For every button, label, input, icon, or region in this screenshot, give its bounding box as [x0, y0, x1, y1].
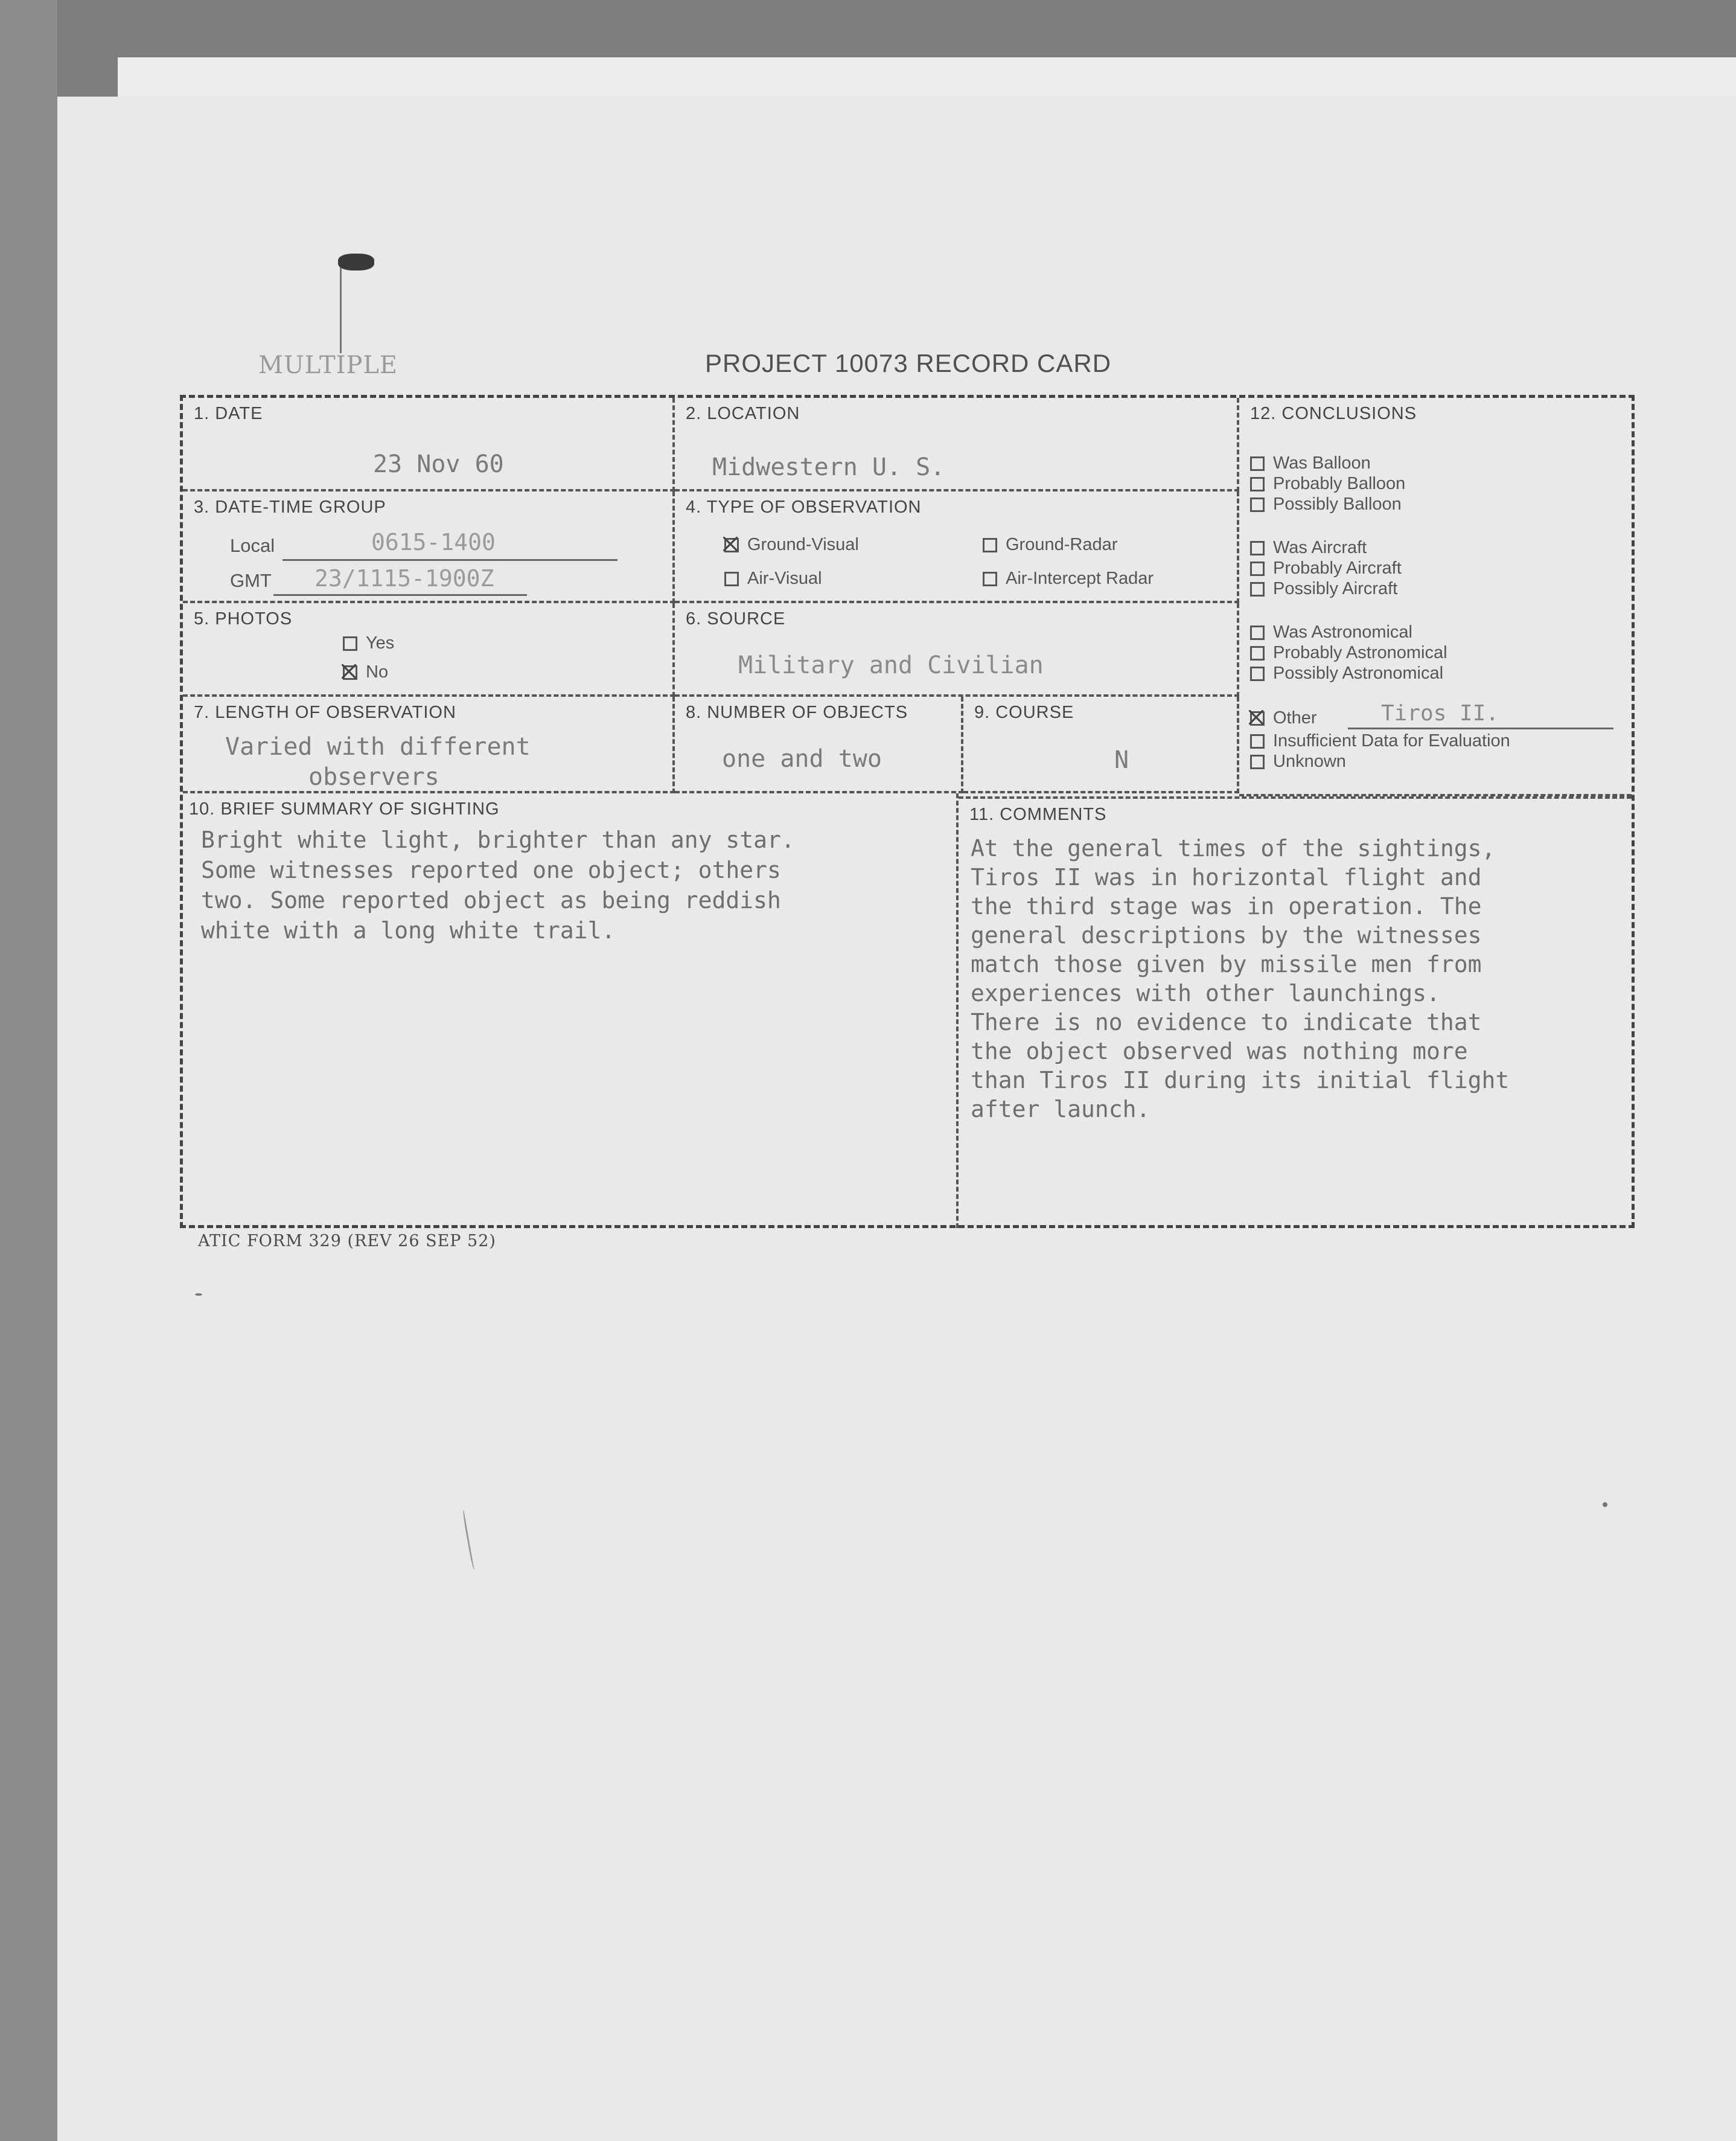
conclusion-probably-astronomical[interactable]: [1250, 643, 1447, 663]
course-cell: [963, 697, 1239, 793]
checkbox-icon: [1250, 626, 1265, 640]
local-value: 0615-1400: [371, 529, 496, 555]
option-label: Insufficient Data for Evaluation: [1273, 731, 1510, 750]
checkbox-icon: [983, 572, 997, 586]
date-time-cell: [183, 491, 675, 603]
checkbox-icon: [1250, 541, 1265, 555]
photos-option-no[interactable]: [343, 662, 388, 682]
local-underline: [282, 559, 617, 561]
comments-cell: [959, 796, 1632, 1228]
location-label: 2. LOCATION: [686, 404, 800, 423]
observation-type-label: 4. TYPE OF OBSERVATION: [686, 498, 922, 517]
checkbox-icon: [1250, 562, 1265, 576]
date-value: 23 Nov 60: [373, 450, 504, 478]
conclusions-label: 12. CONCLUSIONS: [1250, 404, 1417, 423]
length-cell: [183, 697, 675, 793]
conclusion-possibly-balloon[interactable]: [1250, 494, 1402, 514]
option-label: Possibly Aircraft: [1273, 579, 1398, 598]
conclusion-was-aircraft[interactable]: [1250, 538, 1367, 558]
conclusion-possibly-aircraft[interactable]: [1250, 579, 1397, 599]
conclusion-other[interactable]: [1250, 708, 1317, 728]
conclusion-unknown[interactable]: [1250, 752, 1346, 772]
length-value-line1: Varied with different: [225, 733, 531, 761]
conclusions-cell: [1239, 398, 1632, 796]
objects-value: one and two: [722, 745, 882, 773]
local-label: Local: [230, 535, 275, 556]
date-cell: [183, 398, 675, 491]
checkbox-icon: [983, 538, 997, 552]
checkbox-icon: [1250, 646, 1265, 661]
conclusion-was-balloon[interactable]: [1250, 453, 1371, 473]
gmt-label: GMT: [230, 570, 272, 591]
option-air-visual[interactable]: [724, 569, 822, 589]
checkbox-icon: [1250, 582, 1265, 597]
option-air-intercept-radar[interactable]: [983, 569, 1154, 589]
date-label: 1. DATE: [194, 404, 263, 423]
date-time-label: 3. DATE-TIME GROUP: [194, 498, 386, 517]
ink-line: [340, 257, 342, 353]
checkbox-icon: [1250, 667, 1265, 681]
option-label: Possibly Astronomical: [1273, 664, 1444, 683]
course-value: N: [1114, 746, 1129, 774]
checkbox-checked-icon: [343, 665, 357, 680]
option-label: Probably Astronomical: [1273, 643, 1447, 662]
location-cell: [675, 398, 1239, 491]
checkbox-icon: [1250, 456, 1265, 471]
conclusion-was-astronomical[interactable]: [1250, 622, 1412, 642]
summary-text: Bright white light, brighter than any star. Some witnesses reported one object; others two. Some reported object as being reddish white with a long white trail.: [201, 827, 795, 944]
form-number: ATIC FORM 329 (REV 26 SEP 52): [198, 1232, 496, 1250]
option-label: Other: [1273, 708, 1317, 728]
option-label: Unknown: [1273, 752, 1346, 771]
film-border-left: [0, 0, 57, 2141]
source-cell: [675, 603, 1239, 697]
checkbox-icon: [1250, 477, 1265, 491]
source-value: Military and Civilian: [738, 651, 1044, 679]
comments-label: 11. COMMENTS: [969, 805, 1107, 824]
gmt-underline: [273, 594, 527, 596]
photos-option-yes[interactable]: [343, 633, 394, 653]
option-ground-radar[interactable]: [983, 535, 1117, 555]
course-label: 9. COURSE: [974, 703, 1074, 722]
location-value: Midwestern U. S.: [712, 453, 945, 481]
length-label: 7. LENGTH OF OBSERVATION: [194, 703, 456, 722]
conclusion-probably-aircraft[interactable]: [1250, 558, 1402, 578]
objects-cell: [675, 697, 963, 793]
ink-blot: [338, 254, 374, 270]
objects-label: 8. NUMBER OF OBJECTS: [686, 703, 908, 722]
option-label: Was Astronomical: [1273, 622, 1412, 642]
summary-label: 10. BRIEF SUMMARY OF SIGHTING: [189, 799, 500, 819]
summary-cell: [183, 793, 959, 1228]
corner-stamp: MULTIPLE: [258, 351, 398, 379]
record-card: [180, 395, 1635, 1228]
scan-speck: [195, 1293, 202, 1296]
checkbox-checked-icon: [724, 538, 739, 552]
checkbox-icon: [724, 572, 739, 586]
option-ground-visual[interactable]: [724, 535, 859, 555]
option-label: Probably Aircraft: [1273, 558, 1402, 578]
option-label: No: [366, 662, 389, 682]
photos-cell: [183, 603, 675, 697]
option-label: Yes: [366, 633, 395, 653]
other-underline: [1348, 728, 1613, 729]
option-label: Was Aircraft: [1273, 538, 1367, 557]
conclusion-possibly-astronomical[interactable]: [1250, 664, 1443, 683]
checkbox-icon: [1250, 734, 1265, 749]
card-title: PROJECT 10073 RECORD CARD: [705, 349, 1112, 377]
observation-type-cell: [675, 491, 1239, 603]
conclusion-other-value: Tiros II.: [1381, 701, 1499, 726]
option-label: Was Balloon: [1273, 453, 1371, 473]
option-label: Air-Intercept Radar: [1006, 569, 1154, 588]
length-value-line2: observers: [308, 763, 439, 791]
option-label: Possibly Balloon: [1273, 494, 1402, 514]
checkbox-checked-icon: [1250, 711, 1265, 726]
conclusion-insufficient-data[interactable]: [1250, 731, 1510, 751]
source-label: 6. SOURCE: [686, 609, 786, 629]
gmt-value: 23/1115-1900Z: [314, 565, 494, 592]
checkbox-icon: [1250, 755, 1265, 769]
option-label: Ground-Radar: [1006, 535, 1118, 554]
checkbox-icon: [343, 636, 357, 651]
photos-label: 5. PHOTOS: [194, 609, 293, 629]
option-label: Ground-Visual: [747, 535, 859, 554]
option-label: Probably Balloon: [1273, 474, 1406, 493]
checkbox-icon: [1250, 498, 1265, 512]
option-label: Air-Visual: [747, 569, 822, 588]
scan-speck: [1603, 1502, 1607, 1507]
comments-text: At the general times of the sightings, Tiros II was in horizontal flight and the third stage was in operation. The general descriptions by the witnesses match those given by missile men from experiences with other launchings. There is no evidence to indicate that the object observed was nothing more than Tiros II during its initial flight after launch.: [971, 835, 1510, 1122]
conclusion-probably-balloon[interactable]: [1250, 474, 1405, 494]
